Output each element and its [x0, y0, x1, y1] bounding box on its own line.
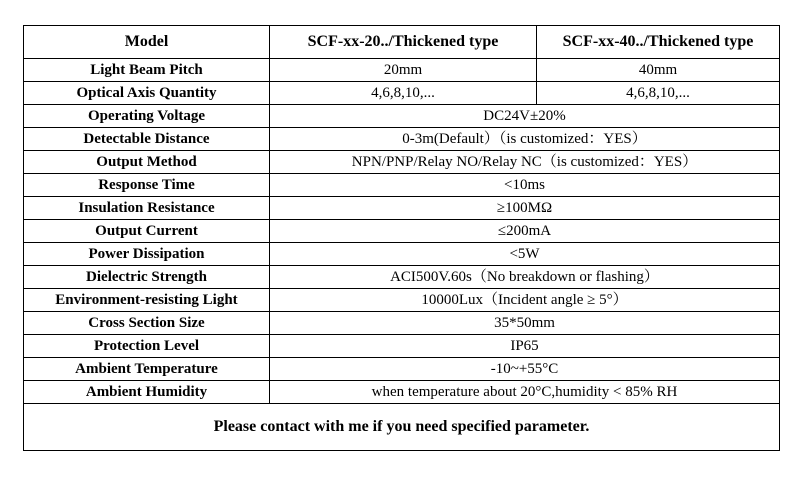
table-row	[24, 312, 780, 335]
table-row	[24, 82, 780, 105]
table-row	[24, 59, 780, 82]
row-value-40: 4,6,8,10,...	[537, 82, 780, 105]
footer-note: Please contact with me if you need specified parameter.	[24, 404, 780, 451]
table-header-row	[24, 26, 780, 59]
header-col-40: SCF-xx-40../Thickened type	[537, 26, 780, 59]
table-row	[24, 174, 780, 197]
table-footer-row	[24, 404, 780, 451]
row-value: ≥100MΩ	[270, 197, 780, 220]
table-row	[24, 105, 780, 128]
row-label: Cross Section Size	[24, 312, 270, 335]
row-value: ACI500V.60s（No breakdown or flashing）	[270, 266, 780, 289]
row-value: 35*50mm	[270, 312, 780, 335]
row-label: Ambient Temperature	[24, 358, 270, 381]
table-row	[24, 335, 780, 358]
row-value: NPN/PNP/Relay NO/Relay NC（is customized：YES）	[270, 151, 780, 174]
table-row	[24, 220, 780, 243]
row-label: Optical Axis Quantity	[24, 82, 270, 105]
table-row	[24, 151, 780, 174]
row-label: Response Time	[24, 174, 270, 197]
row-value: 0-3m(Default）（is customized：YES）	[270, 128, 780, 151]
row-value: -10~+55°C	[270, 358, 780, 381]
row-label: Output Method	[24, 151, 270, 174]
row-label: Detectable Distance	[24, 128, 270, 151]
row-label: Light Beam Pitch	[24, 59, 270, 82]
table-row	[24, 289, 780, 312]
row-value-20: 20mm	[270, 59, 537, 82]
row-value: <5W	[270, 243, 780, 266]
table-row	[24, 243, 780, 266]
row-label: Protection Level	[24, 335, 270, 358]
table-row	[24, 358, 780, 381]
row-value: DC24V±20%	[270, 105, 780, 128]
row-label: Dielectric Strength	[24, 266, 270, 289]
row-value-20: 4,6,8,10,...	[270, 82, 537, 105]
row-label: Operating Voltage	[24, 105, 270, 128]
row-label: Power Dissipation	[24, 243, 270, 266]
row-value: when temperature about 20°C,humidity < 85% RH	[270, 381, 780, 404]
row-value: <10ms	[270, 174, 780, 197]
row-value: IP65	[270, 335, 780, 358]
table-row	[24, 381, 780, 404]
row-label: Environment-resisting Light	[24, 289, 270, 312]
row-value: ≤200mA	[270, 220, 780, 243]
table-row	[24, 197, 780, 220]
row-label: Ambient Humidity	[24, 381, 270, 404]
row-value: 10000Lux（Incident angle ≥ 5°）	[270, 289, 780, 312]
row-label: Output Current	[24, 220, 270, 243]
row-label: Insulation Resistance	[24, 197, 270, 220]
row-value-40: 40mm	[537, 59, 780, 82]
table-row	[24, 128, 780, 151]
spec-table	[23, 25, 780, 451]
header-col-20: SCF-xx-20../Thickened type	[270, 26, 537, 59]
header-model: Model	[24, 26, 270, 59]
table-row	[24, 266, 780, 289]
